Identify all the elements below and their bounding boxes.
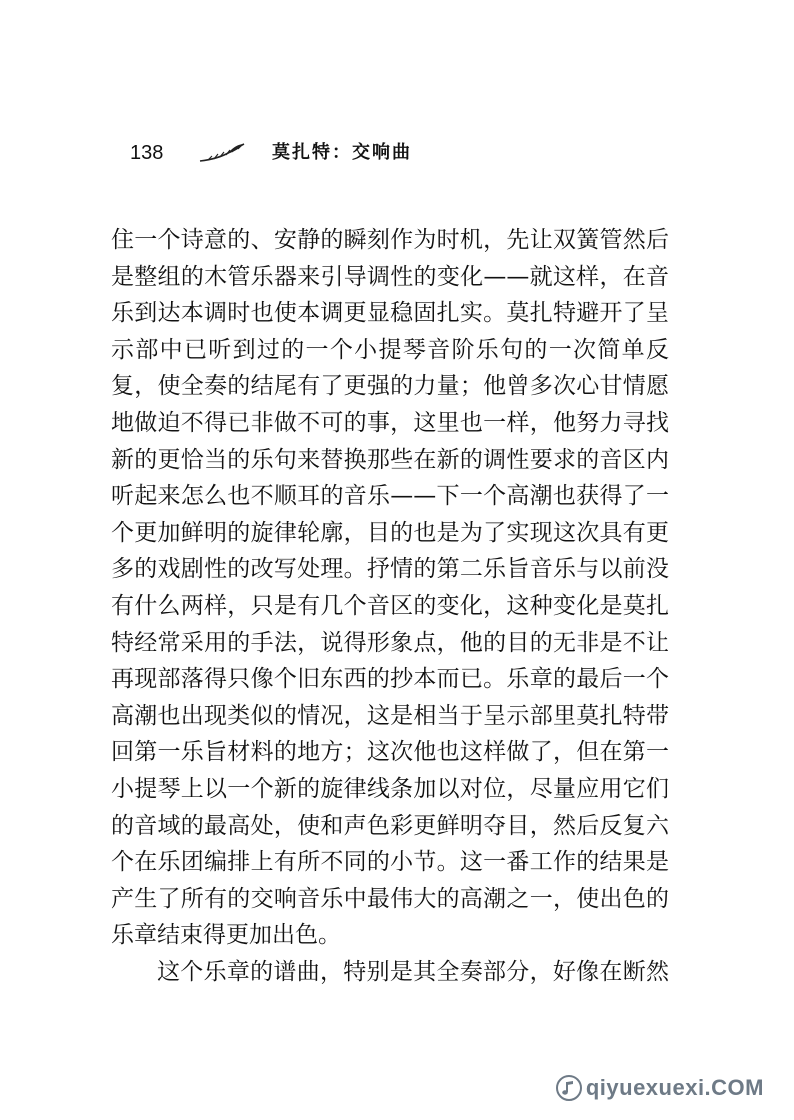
page-header	[130, 140, 550, 170]
text-line: 是整组的木管乐器来引导调性的变化——就这样，在音	[111, 263, 669, 290]
text-line: 特经常采用的手法，说得形象点，他的目的无非是不让	[111, 629, 669, 656]
text-line: 个在乐团编排上有所不同的小节。这一番工作的结果是	[111, 849, 669, 876]
quill-ornament-icon	[198, 142, 246, 164]
text-line: 多的戏剧性的改写处理。抒情的第二乐旨音乐与以前没	[111, 556, 669, 583]
paragraph-start-line: 这个乐章的谱曲，特别是其全奏部分，好像在断然	[157, 958, 669, 985]
text-line: 个更加鲜明的旋律轮廓，目的也是为了实现这次具有更	[111, 519, 669, 546]
text-line: 示部中已听到过的一个小提琴音阶乐句的一次简单反	[111, 336, 669, 363]
page-number: 138	[130, 142, 164, 164]
text-line: 产生了所有的交响音乐中最伟大的高潮之一，使出色的	[111, 885, 669, 912]
watermark-text: qiyuexuexi.COM	[585, 1075, 764, 1100]
paragraph-end-line: 乐章结束得更加出色。	[111, 922, 341, 949]
text-line: 新的更恰当的乐句来替换那些在新的调性要求的音区内	[111, 446, 669, 473]
running-title: 莫扎特：交响曲	[272, 142, 412, 163]
text-line: 的音域的最高处，使和声色彩更鲜明夺目，然后反复六	[111, 812, 669, 839]
text-line: 乐到达本调时也使本调更显稳固扎实。莫扎特避开了呈	[111, 300, 669, 327]
text-line: 有什么两样，只是有几个音区的变化，这种变化是莫扎	[111, 592, 669, 619]
text-line: 地做迫不得已非做不可的事，这里也一样，他努力寻找	[111, 409, 669, 436]
site-watermark	[556, 1072, 764, 1104]
text-line: 再现部落得只像个旧东西的抄本而已。乐章的最后一个	[111, 666, 669, 693]
text-line: 高潮也出现类似的情况，这是相当于呈示部里莫扎特带	[111, 702, 669, 729]
text-line: 小提琴上以一个新的旋律线条加以对位，尽量应用它们	[111, 775, 669, 802]
music-note-logo-icon	[556, 1075, 582, 1101]
body-text	[111, 222, 669, 990]
text-line: 住一个诗意的、安静的瞬刻作为时机，先让双簧管然后	[111, 227, 669, 253]
text-line: 听起来怎么也不顺耳的音乐——下一个高潮也获得了一	[111, 483, 669, 510]
text-line: 复，使全奏的结尾有了更强的力量；他曾多次心甘情愿	[111, 373, 669, 400]
text-line: 回第一乐旨材料的地方；这次他也这样做了，但在第一	[111, 739, 669, 766]
